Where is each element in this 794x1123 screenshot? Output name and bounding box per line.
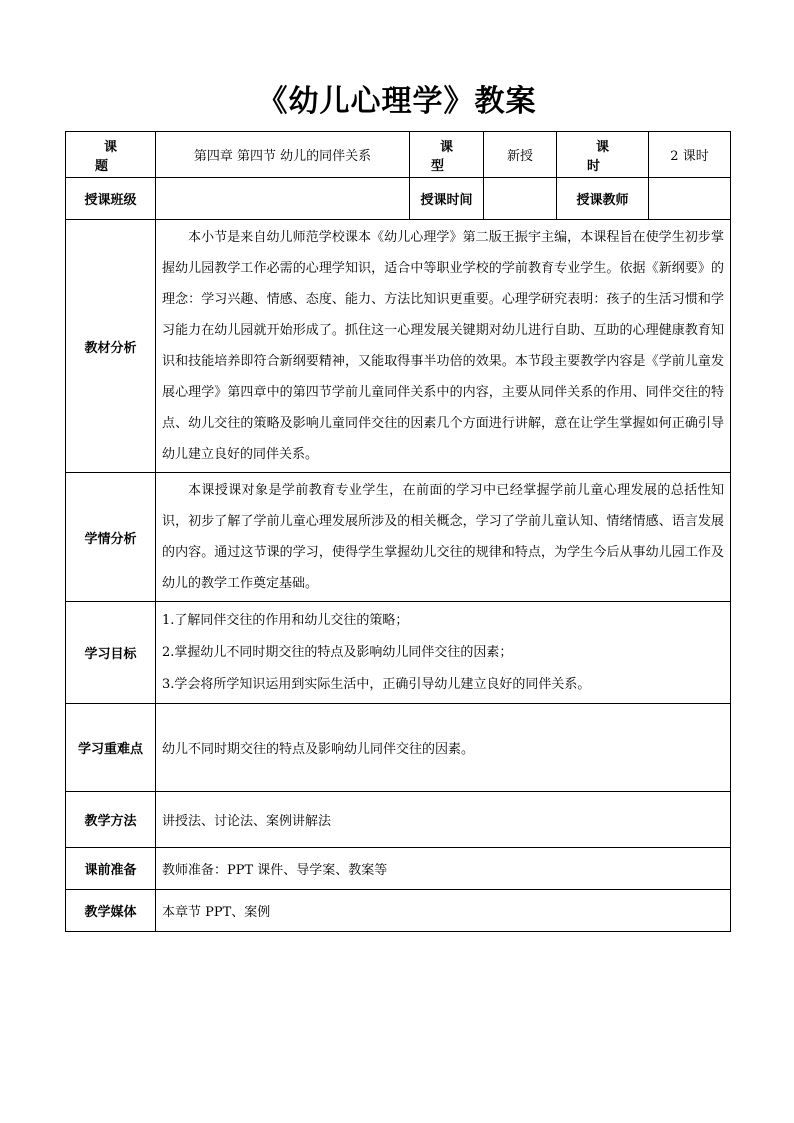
media-label: 教学媒体	[66, 890, 156, 932]
objective-item: 3.学会将所学知识运用到实际生活中，正确引导幼儿建立良好的同伴关系。	[162, 676, 591, 692]
hours-label: 课 时	[557, 132, 649, 178]
time-value	[484, 178, 557, 220]
methods-label: 教学方法	[66, 792, 156, 848]
textbook-analysis-label: 教材分析	[66, 220, 156, 473]
objective-item: 1.了解同伴交往的作用和幼儿交往的策略；	[162, 612, 409, 628]
row-class-info	[66, 178, 731, 220]
row-course-info	[66, 132, 731, 178]
row-media	[66, 890, 731, 932]
topic-label: 课 题	[66, 132, 156, 178]
teacher-label: 授课教师	[557, 178, 649, 220]
row-methods	[66, 792, 731, 848]
row-preparation	[66, 848, 731, 890]
hours-value: 2 课时	[649, 132, 731, 178]
preparation-label: 课前准备	[66, 848, 156, 890]
key-points-label: 学习重难点	[66, 704, 156, 792]
class-value	[156, 178, 410, 220]
time-label: 授课时间	[410, 178, 484, 220]
class-label: 授课班级	[66, 178, 156, 220]
teacher-value	[649, 178, 731, 220]
document-title: 《幼儿心理学》教案	[257, 84, 537, 119]
methods-text: 讲授法、讨论法、案例讲解法	[156, 792, 731, 848]
row-objectives	[66, 602, 731, 704]
objective-item: 2.掌握幼儿不同时期交往的特点及影响幼儿同伴交往的因素；	[162, 644, 513, 660]
objectives-list	[156, 602, 731, 704]
key-points-text: 幼儿不同时期交往的特点及影响幼儿同伴交往的因素。	[156, 704, 731, 792]
topic-value: 第四章 第四节 幼儿的同伴关系	[156, 132, 410, 178]
type-value: 新授	[484, 132, 557, 178]
objectives-label: 学习目标	[66, 602, 156, 704]
learner-analysis-label: 学情分析	[66, 473, 156, 602]
type-label: 课 型	[410, 132, 484, 178]
media-text: 本章节 PPT、案例	[156, 890, 731, 932]
row-learner-analysis	[66, 473, 731, 602]
row-key-points	[66, 704, 731, 792]
lesson-plan-table	[65, 131, 731, 932]
learner-analysis-text: 本课授课对象是学前教育专业学生，在前面的学习中已经掌握学前儿童心理发展的总括性知识，初步了解了学前儿童心理发展所涉及的相关概念，学习了学前儿童认知、情绪情感、语言发展的内容。通过这节课的学习，使得学生掌握幼儿交往的规律和特点，为学生今后从事幼儿园工作及幼儿的教学工作奠定基础。	[156, 473, 731, 602]
textbook-analysis-text: 本小节是来自幼儿师范学校课本《幼儿心理学》第二版王振宇主编，本课程旨在使学生初步掌握幼儿园教学工作必需的心理学知识，适合中等职业学校的学前教育专业学生。依据《新纲要》的理念：学习兴趣、情感、态度、能力、方法比知识更重要。心理学研究表明：孩子的生活习惯和学习能力在幼儿园就开始形成了。抓住这一心理发展关键期对幼儿进行自助、互助的心理健康教育知识和技能培养即符合新纲要精神，又能取得事半功倍的效果。本节段主要教学内容是《学前儿童发展心理学》第四章中的第四节学前儿童同伴关系中的内容，主要从同伴关系的作用、同伴交往的特点、幼儿交往的策略及影响儿童同伴交往的因素几个方面进行讲解，意在让学生掌握如何正确引导幼儿建立良好的同伴关系。	[156, 220, 731, 473]
preparation-text: 教师准备：PPT 课件、导学案、教案等	[156, 848, 731, 890]
row-textbook-analysis	[66, 220, 731, 473]
